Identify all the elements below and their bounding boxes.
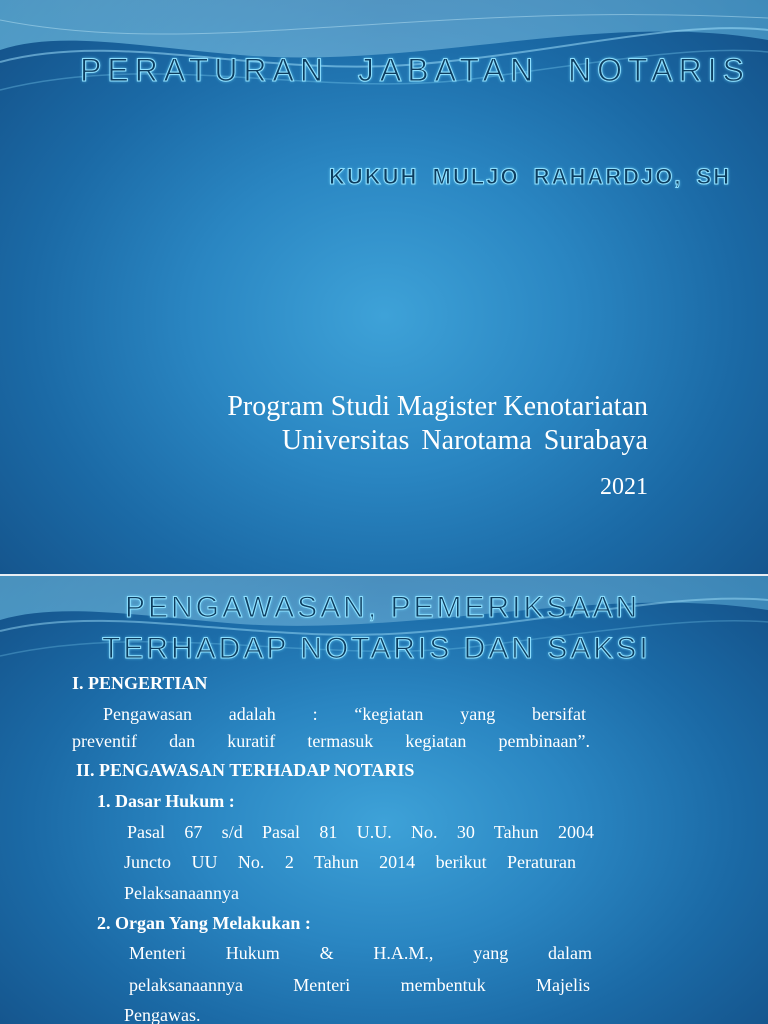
definition-line-2: preventif dan kuratif termasuk kegiatan pembinaan”.: [72, 731, 590, 751]
organ-line-3: Pengawas.: [124, 1005, 201, 1024]
dasar-hukum-line-3: Pelaksanaannya: [124, 883, 239, 903]
slide-title-line-1: PENGAWASAN, PEMERIKSAAN: [125, 591, 641, 624]
organ-line-2: pelaksanaannya Menteri membentuk Majelis: [129, 975, 590, 995]
dasar-hukum-line-2: Juncto UU No. 2 Tahun 2014 berikut Peraturan: [124, 852, 576, 872]
program-name: Program Studi Magister Kenotariatan: [227, 391, 648, 422]
organ-line-1: Menteri Hukum & H.A.M., yang dalam: [129, 943, 592, 963]
dasar-hukum-line-1: Pasal 67 s/d Pasal 81 U.U. No. 30 Tahun 2004: [127, 822, 594, 842]
item-heading-dasar-hukum: 1. Dasar Hukum :: [97, 791, 235, 811]
university-name: Universitas Narotama Surabaya: [281, 425, 648, 456]
section-heading-pengawasan: II. PENGAWASAN TERHADAP NOTARIS: [76, 760, 415, 780]
item-heading-organ: 2. Organ Yang Melakukan :: [97, 913, 311, 933]
presentation-title: PERATURAN JABATAN NOTARIS: [80, 52, 750, 88]
slide-title-line-2: TERHADAP NOTARIS DAN SAKSI: [102, 632, 651, 665]
section-heading-pengertian: I. PENGERTIAN: [72, 673, 208, 693]
year: 2021: [600, 474, 648, 500]
author-name: KUKUH MULJO RAHARDJO, SH: [329, 164, 732, 189]
definition-line-1: Pengawasan adalah : “kegiatan yang bersifat: [103, 704, 586, 724]
